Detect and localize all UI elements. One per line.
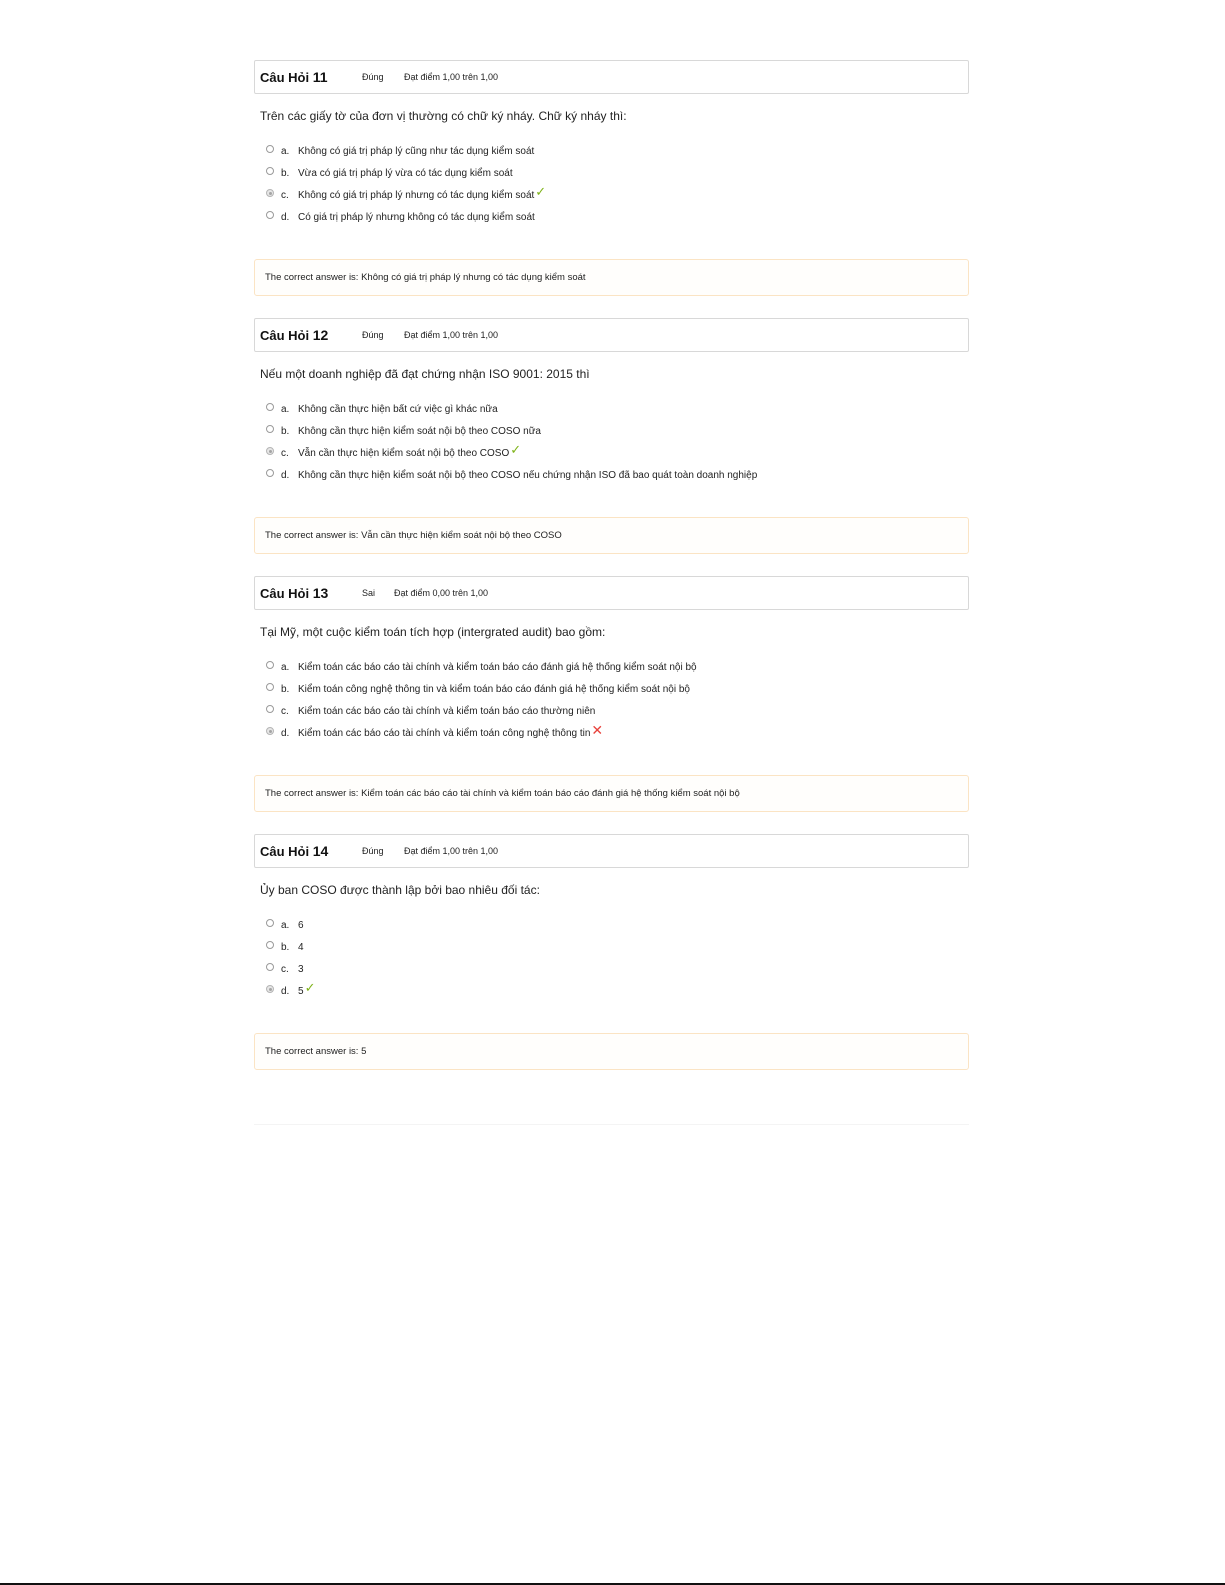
question-11 <box>254 60 969 318</box>
answer-letter: b. <box>281 425 290 437</box>
question-number <box>260 843 362 859</box>
question-number <box>260 327 362 343</box>
question-14 <box>254 834 969 1092</box>
radio-button[interactable] <box>266 727 274 735</box>
correct-answer-feedback: The correct answer is: 5 <box>254 1033 969 1070</box>
answer-letter: c. <box>281 705 289 717</box>
answer-option-c[interactable] <box>266 700 969 722</box>
answer-option-c[interactable] <box>266 442 969 464</box>
radio-button[interactable] <box>266 919 274 927</box>
incorrect-cross-icon: ✕ <box>591 721 604 738</box>
answer-text: 4 <box>298 941 304 953</box>
correct-check-icon: ✓ <box>304 980 316 995</box>
answer-option-c[interactable] <box>266 958 969 980</box>
question-state: Đúng <box>362 846 384 856</box>
answer-list <box>266 656 969 744</box>
question-info <box>254 576 969 610</box>
answer-list <box>266 914 969 1002</box>
answer-option-d[interactable] <box>266 206 969 228</box>
radio-button[interactable] <box>266 211 274 219</box>
correct-answer-feedback: The correct answer is: Kiểm toán các báo cáo tài chính và kiểm toán báo cáo đánh giá hệ thống kiểm soát nội bộ <box>254 775 969 812</box>
answer-option-d[interactable] <box>266 722 969 744</box>
question-text: Ủy ban COSO được thành lập bởi bao nhiêu đối tác: <box>260 883 540 897</box>
correct-answer-feedback: The correct answer is: Không có giá trị pháp lý nhưng có tác dụng kiểm soát <box>254 259 969 296</box>
answer-option-d[interactable] <box>266 464 969 486</box>
question-12 <box>254 318 969 576</box>
question-13 <box>254 576 969 834</box>
answer-letter: b. <box>281 941 290 953</box>
answer-list <box>266 398 969 486</box>
answer-option-a[interactable] <box>266 398 969 420</box>
answer-option-a[interactable] <box>266 140 969 162</box>
answer-text: Không cần thực hiện kiểm soát nội bộ theo COSO nếu chứng nhận ISO đã bao quát toàn doanh nghiệp <box>298 469 758 481</box>
answer-text: Kiểm toán các báo cáo tài chính và kiểm toán báo cáo đánh giá hệ thống kiểm soát nội bộ <box>298 661 697 673</box>
radio-button[interactable] <box>266 985 274 993</box>
answer-text: 3 <box>298 963 304 975</box>
answer-letter: b. <box>281 167 290 179</box>
question-number-value: 12 <box>312 327 329 343</box>
answer-letter: a. <box>281 145 290 157</box>
answer-letter: d. <box>281 469 290 481</box>
question-grade: Đạt điểm 1,00 trên 1,00 <box>404 846 499 856</box>
correct-check-icon: ✓ <box>510 442 522 457</box>
answer-text: Kiểm toán công nghệ thông tin và kiểm toán báo cáo đánh giá hệ thống kiểm soát nội bộ <box>298 683 690 695</box>
answer-letter: a. <box>281 661 290 673</box>
question-grade: Đạt điểm 1,00 trên 1,00 <box>404 72 499 82</box>
divider <box>254 1124 969 1125</box>
question-info <box>254 318 969 352</box>
answer-option-b[interactable] <box>266 678 969 700</box>
answer-text: Kiểm toán các báo cáo tài chính và kiểm toán công nghệ thông tin <box>298 727 591 739</box>
correct-check-icon: ✓ <box>535 184 547 199</box>
answer-option-a[interactable] <box>266 914 969 936</box>
radio-button[interactable] <box>266 189 274 197</box>
answer-letter: a. <box>281 403 290 415</box>
answer-text: Không cần thực hiện bất cứ việc gì khác nữa <box>298 403 498 415</box>
question-label: Câu Hỏi <box>260 844 313 859</box>
question-label: Câu Hỏi <box>260 586 313 601</box>
answer-text: Không cần thực hiện kiểm soát nội bộ theo COSO nữa <box>298 425 541 437</box>
question-text: Tại Mỹ, một cuộc kiểm toán tích hợp (intergrated audit) bao gồm: <box>260 625 606 639</box>
radio-button[interactable] <box>266 167 274 175</box>
answer-letter: a. <box>281 919 290 931</box>
radio-button[interactable] <box>266 403 274 411</box>
answer-text: 5 <box>298 985 304 997</box>
quiz-review <box>254 60 969 1092</box>
answer-option-b[interactable] <box>266 936 969 958</box>
question-info <box>254 834 969 868</box>
question-number-value: 13 <box>312 585 329 601</box>
radio-button[interactable] <box>266 447 274 455</box>
answer-text: Vẫn cần thực hiện kiểm soát nội bộ theo COSO <box>298 447 510 459</box>
answer-text: Vừa có giá trị pháp lý vừa có tác dụng kiểm soát <box>298 167 513 179</box>
question-number <box>260 69 362 85</box>
answer-text: Không có giá trị pháp lý nhưng có tác dụng kiểm soát <box>298 189 535 201</box>
answer-option-b[interactable] <box>266 162 969 184</box>
answer-option-a[interactable] <box>266 656 969 678</box>
question-state: Đúng <box>362 330 384 340</box>
answer-option-d[interactable] <box>266 980 969 1002</box>
answer-option-c[interactable] <box>266 184 969 206</box>
question-number-value: 11 <box>312 69 328 85</box>
answer-text: Kiểm toán các báo cáo tài chính và kiểm toán báo cáo thường niên <box>298 705 596 717</box>
radio-button[interactable] <box>266 941 274 949</box>
question-number-value: 14 <box>312 843 329 859</box>
answer-text: Không có giá trị pháp lý cũng như tác dụng kiểm soát <box>298 145 535 157</box>
answer-list <box>266 140 969 228</box>
correct-answer-feedback: The correct answer is: Vẫn cần thực hiện kiểm soát nội bộ theo COSO <box>254 517 969 554</box>
radio-button[interactable] <box>266 469 274 477</box>
radio-button[interactable] <box>266 425 274 433</box>
answer-letter: d. <box>281 985 290 997</box>
question-number <box>260 585 362 601</box>
question-info <box>254 60 969 94</box>
radio-button[interactable] <box>266 145 274 153</box>
answer-text: Có giá trị pháp lý nhưng không có tác dụng kiểm soát <box>298 211 535 223</box>
answer-letter: c. <box>281 963 289 975</box>
answer-letter: b. <box>281 683 290 695</box>
radio-button[interactable] <box>266 661 274 669</box>
answer-option-b[interactable] <box>266 420 969 442</box>
question-state: Sai <box>362 588 376 598</box>
question-text: Trên các giấy tờ của đơn vị thường có chữ ký nháy. Chữ ký nháy thì: <box>260 109 627 123</box>
question-label: Câu Hỏi <box>260 328 313 343</box>
question-grade: Đạt điểm 0,00 trên 1,00 <box>394 588 489 598</box>
radio-button[interactable] <box>266 705 274 713</box>
radio-button[interactable] <box>266 683 274 691</box>
answer-text: 6 <box>298 919 304 931</box>
question-text: Nếu một doanh nghiệp đã đạt chứng nhận ISO 9001: 2015 thì <box>260 367 590 381</box>
radio-button[interactable] <box>266 963 274 971</box>
answer-letter: d. <box>281 727 290 739</box>
question-label: Câu Hỏi <box>260 70 313 85</box>
answer-letter: c. <box>281 447 289 459</box>
answer-letter: c. <box>281 189 289 201</box>
question-state: Đúng <box>362 72 384 82</box>
answer-letter: d. <box>281 211 290 223</box>
question-grade: Đạt điểm 1,00 trên 1,00 <box>404 330 499 340</box>
